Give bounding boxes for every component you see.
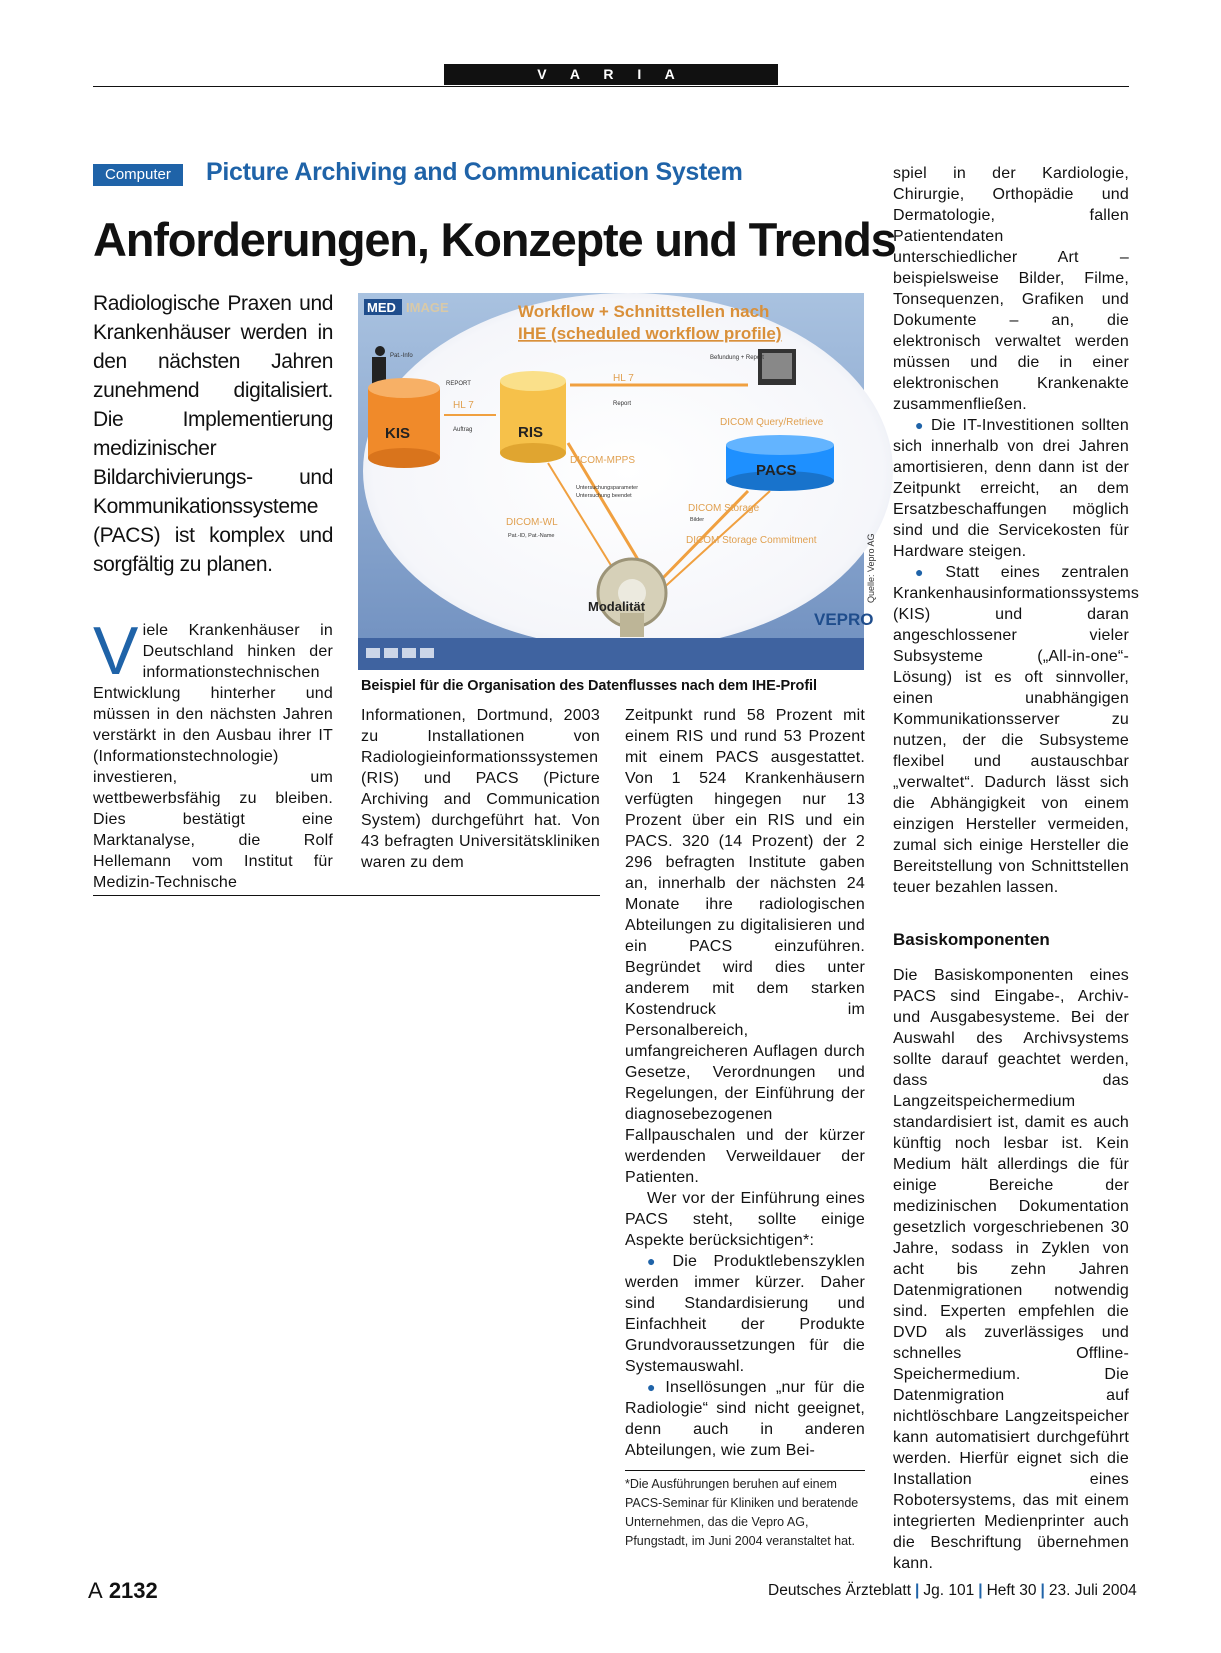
page-prefix: A [88, 1578, 103, 1603]
column-3-paragraph-1: Zeitpunkt rund 58 Prozent mit einem RIS und rund 53 Prozent mit einem PACS ausgestattet. Von 1 524 Krankenhäusern verfügten hingegen nur 13 Prozent über ein RIS und ein PACS. 320 (14 Prozent) der 2 296 befragten Institute gaben an, innerhalb der nächsten 24 Monate ihre radiologischen Abteilungen zu digitalisieren und ein PACS einzuführen. Begründet wird dies unter anderem mit dem starken Kostendruck im Personalbereich, umfangreicheren Auflagen durch Gesetze, Verordnungen und Regelungen, der Einführung der diagnosebezogenen Fallpauschalen und der kürzer werdenden Verweildauer der Patienten. [625, 707, 865, 1186]
section-tab: V A R I A [444, 64, 778, 85]
journal-date: 23. Juli 2004 [1048, 1582, 1137, 1599]
kicker-title: Picture Archiving and Communication System [206, 158, 743, 186]
journal-volume: Jg. 101 [923, 1582, 975, 1599]
mpps-note-2: Untersuchung beendet [576, 493, 632, 499]
column-4-lower [893, 965, 1129, 1574]
hl7-label-b: HL 7 [613, 373, 634, 384]
diagram-title-1: Workflow + Schnittstellen nach [518, 302, 770, 321]
column-3 [625, 705, 865, 1461]
column-4-bullet-1-text: Die IT-Investitionen sollten sich innerhalb von drei Jahren amortisieren, denn dann ist der Zeitpunkt erreicht, an dem Ersatzbeschaffungen möglich sind und die Servicekosten für Hardware steigen. [893, 417, 1130, 560]
column-4-bullet-2 [893, 562, 1140, 898]
modality-label: Modalität [588, 599, 646, 614]
band-square-3 [402, 648, 416, 658]
befundung-label: Befundung + Report [710, 355, 764, 361]
column-4-bullet-1 [893, 415, 1129, 562]
bullet-icon: ● [647, 1253, 668, 1269]
pacs-cylinder-top [726, 435, 834, 455]
wl-note: Pat.-ID, Pat.-Name [508, 533, 555, 539]
kis-label: KIS [385, 425, 411, 442]
subheading-basiskomponenten: Basiskomponenten [893, 930, 1050, 949]
ris-cylinder [500, 381, 566, 453]
article-lead: Radiologische Praxen und Krankenhäuser werden in den nächsten Jahren zunehmend digitalisiert. Die Implementierung medizinischer Bildarchivierungs- und Kommunikationssysteme (PACS) ist komplex und sorgfältig zu planen. [93, 292, 333, 576]
pat-info-label: Pat.-Info [390, 353, 413, 359]
image-credit: Quelle: Vepro AG [866, 533, 876, 603]
workstation-screen [762, 353, 792, 379]
column-3-bullet-2-text: Insellösungen „nur für die Radiologie“ sind nicht geeignet, denn auch in anderen Abteilungen, wie zum Bei- [625, 1379, 866, 1459]
storage-note: Bilder [690, 517, 705, 523]
column-separator-rule [93, 895, 600, 896]
footer-separator: | [915, 1582, 920, 1599]
article-headline: Anforderungen, Konzepte und Trends [93, 213, 896, 266]
band-square-4 [420, 648, 434, 658]
dicom-storage-label: DICOM Storage [688, 503, 760, 514]
person-head-icon [375, 346, 385, 356]
column-4-bullet-2-text: Statt eines zentralen Krankenhausinformationssystems (KIS) und daran angeschlossener vieler Subsysteme („All-in-one“-Lösung) ist es oft sinnvoller, einen unabhängigen Kommunikationsserver zu nutzen, der die Subsysteme flexibel und austauschbar „verwaltet“. Dadurch lässt sich die Abhängigkeit von einem einzigen Hersteller vermeiden, zumal sich einige Hersteller die Bereitstellung von Schnittstellen teuer bezahlen lassen. [893, 564, 1140, 896]
vepro-logo: VEPRO [814, 610, 874, 629]
column-3-bullet-2 [625, 1377, 865, 1461]
dicom-query-label: DICOM Query/Retrieve [720, 417, 824, 428]
column-2-text: Informationen, Dortmund, 2003 zu Installationen von Radiologieinformationssystemen (RIS) und PACS (Picture Archiving and Communication System) durchgeführt hat. Von 43 befragten Universitätskliniken waren zu dem [361, 707, 600, 871]
footer-separator: | [1040, 1582, 1045, 1599]
figure-caption: Beispiel für die Organisation des Datenflusses nach dem IHE-Profil [361, 678, 817, 694]
top-rule [93, 86, 1129, 87]
dicom-mpps-label: DICOM-MPPS [570, 455, 635, 466]
column-4-paragraph-2: Die Basiskomponenten eines PACS sind Eingabe-, Archiv- und Ausgabesysteme. Bei der Auswahl des Archivsystems sollte darauf geachtet werden, dass das Langzeitspeichermedium standardisiert ist, damit es auch künftig noch lesbar ist. Kein Medium hält allerdings die für einige Bereiche der medizinischen Dokumentation gesetzlich vorgeschriebenen 30 Jahre, sodass in Zyklen von acht bis zehn Jahren Datenmigrationen notwendig sind. Experten empfehlen die DVD als zuverlässiges und schnelles Offline-Speichermedium. Die Datenmigration auf nichtlöschbare Langzeitspeicher kann automatisiert durchgeführt werden. Hierfür eignet sich die Installation eines Robotersystems, das mit einem integrierten Medienprinter auch die Beschriftung übernehmen kann. [893, 967, 1129, 1572]
category-badge: Computer [93, 164, 183, 186]
page-number-value: 2132 [108, 1578, 158, 1603]
column-2 [361, 705, 600, 873]
footnote-rule [625, 1470, 865, 1471]
report-label-2: Report [613, 401, 632, 407]
page-number [88, 1578, 158, 1604]
band-square-1 [366, 648, 380, 658]
auftrag-label: Auftrag [453, 427, 473, 433]
footer-separator: | [978, 1582, 983, 1599]
journal-name: Deutsches Ärzteblatt [768, 1582, 912, 1599]
drop-cap: V [93, 613, 139, 689]
logo-text-right: IMAGE [406, 300, 449, 315]
band-square-2 [384, 648, 398, 658]
column-4-paragraph-1: spiel in der Kardiologie, Chirurgie, Orthopädie und Dermatologie, fallen Patientendaten unterschiedlicher Art – beispielsweise Bilder, Filme, Tonsequenzen, Grafiken und Dokumente – an, die elektronisch verwaltet werden müssen und die in einer elektronischen Krankenakte zusammenfließen. [893, 165, 1129, 413]
dicom-wl-label: DICOM-WL [506, 517, 558, 528]
modality-base [620, 613, 644, 637]
ris-cylinder-bottom [500, 443, 566, 463]
dicom-commit-label: DICOM Storage Commitment [686, 535, 817, 546]
column-1-text: iele Krankenhäuser in Deutschland hinken der informationstechnischen Entwicklung hinterher und müssen in den nächsten Jahren verstärkt in den Ausbau ihrer IT (Informationstechnologie) investieren, um wettbewerbsfähig zu bleiben. Dies bestätigt eine Marktanalyse, die Rolf Hellemann vom Institut für Medizin-Technische [93, 622, 333, 891]
journal-footer [768, 1582, 1137, 1600]
kis-cylinder [368, 388, 440, 458]
column-1 [93, 613, 333, 893]
bullet-icon: ● [647, 1379, 661, 1395]
ris-label: RIS [518, 424, 544, 441]
column-3-bullet-1 [625, 1251, 865, 1377]
journal-issue: Heft 30 [986, 1582, 1037, 1599]
logo-text-left: MED [367, 300, 396, 315]
hl7-label-a: HL 7 [453, 400, 474, 411]
pacs-label: PACS [756, 462, 797, 479]
mpps-note-1: Untersuchungsparameter [576, 485, 639, 491]
column-3-bullet-1-text: Die Produktlebenszyklen werden immer kürzer. Daher sind Standardisierung und Einfachheit der Produkte Grundvoraussetzungen für die Systemauswahl. [625, 1253, 865, 1375]
report-label: REPORT [446, 381, 471, 387]
bullet-icon: ● [915, 564, 941, 580]
footnote: *Die Ausführungen beruhen auf einem PACS-Seminar für Kliniken und beratende Unternehmen, das die Vepro AG, Pfungstadt, im Juni 2004 veranstaltet hat. [625, 1477, 859, 1548]
bullet-icon: ● [915, 417, 927, 433]
ris-cylinder-top [500, 371, 566, 391]
column-4 [893, 163, 1140, 898]
column-3-paragraph-2: Wer vor der Einführung eines PACS steht, sollte einige Aspekte berücksichtigen*: [625, 1190, 865, 1249]
kis-cylinder-bottom [368, 448, 440, 468]
kis-cylinder-top [368, 378, 440, 398]
diagram-title-2: IHE (scheduled workflow profile) [518, 324, 782, 343]
